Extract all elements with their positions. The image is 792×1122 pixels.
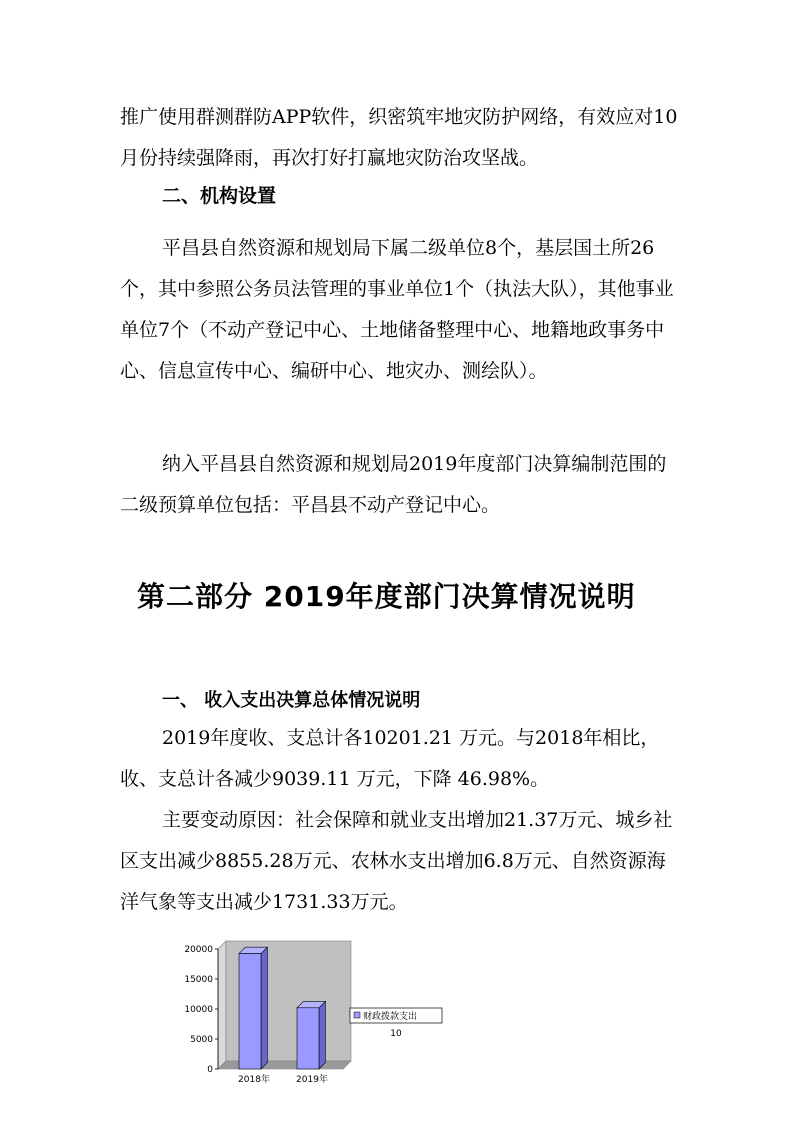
bar-side (319, 1001, 325, 1069)
paragraph-reasons: 主要变动原因：社会保障和就业支出增加21.37万元、城乡社区支出减少8855.28万元、农林水支出增加6.8万元、自然资源海洋气象等支出减少1731.33万元。 (120, 809, 673, 913)
legend-extra-label: 10 (390, 1029, 402, 1039)
y-tick-label: 0 (207, 1065, 213, 1075)
y-tick-label: 10000 (184, 1005, 213, 1015)
part-title: 第二部分 2019年度部门决算情况说明 (137, 580, 636, 613)
x-tick-label: 2018年 (238, 1075, 270, 1085)
bar (297, 1008, 319, 1069)
chart-side-wall (218, 941, 226, 1069)
x-tick-label: 2019年 (296, 1075, 328, 1085)
heading-organization: 二、机构设置 (162, 185, 277, 207)
bar (239, 954, 261, 1069)
paragraph-intro: 推广使用群测群防APP软件，织密筑牢地灾防护网络，有效应对10月份持续强降雨，再次打好打赢地灾防治攻坚战。 (120, 106, 678, 169)
y-tick-label: 20000 (184, 945, 213, 955)
bar-side (261, 947, 267, 1069)
legend-swatch (354, 1012, 360, 1018)
y-tick-label: 5000 (190, 1035, 213, 1045)
chart-plot (184, 941, 442, 1085)
paragraph-organization: 平昌县自然资源和规划局下属二级单位8个，基层国土所26个，其中参照公务员法管理的事业单位1个（执法大队），其他事业单位7个（不动产登记中心、土地储备整理中心、地籍地政事务中心、信息宣传中心、编研中心、地灾办、测绘队）。 (120, 237, 674, 382)
bar-chart (170, 935, 470, 1090)
paragraph-totals: 2019年度收、支总计各10201.21 万元。与2018年相比，收、支总计各减少9039.11 万元，下降 46.98%。 (120, 727, 660, 790)
chart-floor (218, 1061, 351, 1069)
heading-income-expense: 一、 收入支出决算总体情况说明 (162, 690, 421, 711)
y-tick-label: 15000 (184, 975, 213, 985)
paragraph-scope: 纳入平昌县自然资源和规划局2019年度部门决算编制范围的二级预算单位包括：平昌县不动产登记中心。 (120, 453, 667, 516)
legend-label: 财政拨款支出 (363, 1012, 418, 1022)
